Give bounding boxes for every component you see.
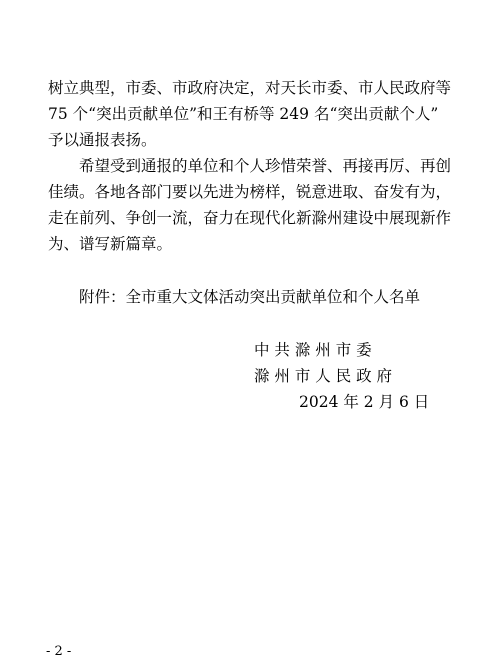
paragraph-2-line-4: 为、谱写新篇章。 [48,235,173,253]
paragraph-1-line-1: 树立典型，市委、市政府决定，对天长市委、市人民政府等 [48,79,452,97]
issue-date: 2024 年 2 月 6 日 [299,393,430,411]
page-number: - 2 - [46,644,72,659]
attachment-note: 附件：全市重大文体活动突出贡献单位和个人名单 [79,288,421,306]
signature-party-committee: 中 共 滁 州 市 委 [254,341,372,359]
paragraph-1-line-3: 予以通报表扬。 [48,131,157,149]
paragraph-2-line-1: 希望受到通报的单位和个人珍惜荣誉、再接再厉、再创 [79,157,452,175]
paragraph-2-line-2: 佳绩。各地各部门要以先进为榜样，锐意进取、奋发有为， [48,183,452,201]
paragraph-1-line-2: 75 个“突出贡献单位”和王有桥等 249 名“突出贡献个人” [48,105,439,123]
paragraph-2-line-3: 走在前列、争创一流，奋力在现代化新滁州建设中展现新作 [48,209,452,227]
signature-government: 滁 州 市 人 民 政 府 [254,367,393,385]
